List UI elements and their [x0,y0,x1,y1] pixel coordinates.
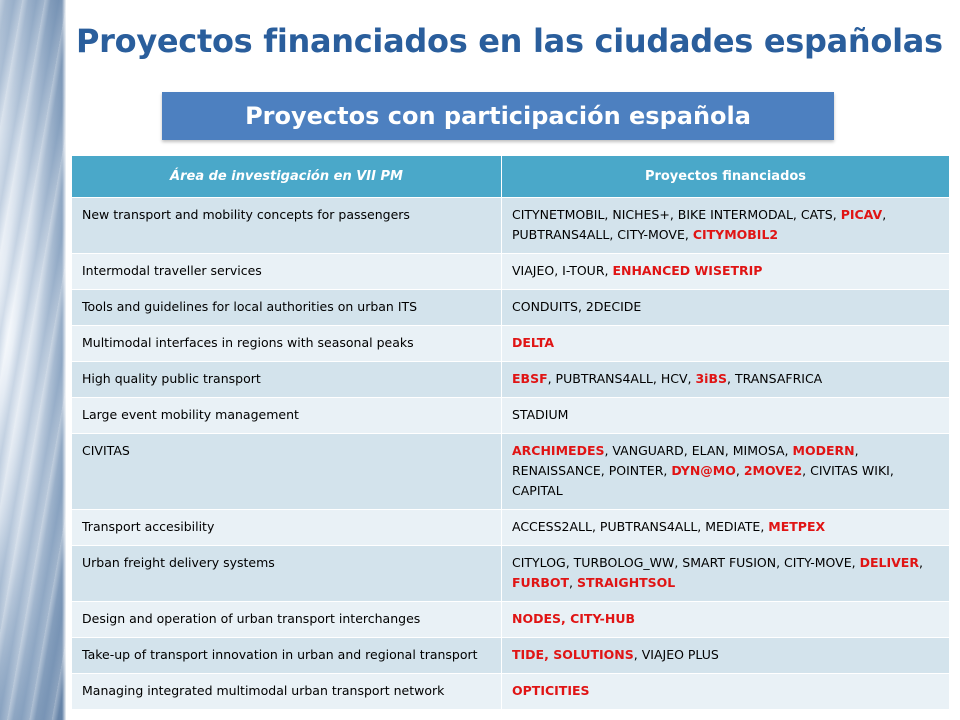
spanish-project-highlight: FURBOT [512,575,569,590]
spanish-project-highlight: ENHANCED WISETRIP [612,263,763,278]
project-text: CITYNETMOBIL, NICHES+, BIKE INTERMODAL, CATS, [512,207,841,222]
spanish-project-highlight: OPTICITIES [512,683,590,698]
page-title: Proyectos financiados en las ciudades españolas [76,22,943,60]
funded-projects-cell [502,546,950,602]
project-text: ACCESS2ALL, PUBTRANS4ALL, MEDIATE, [512,519,769,534]
spanish-project-highlight: TIDE, SOLUTIONS [512,647,634,662]
project-text: VIAJEO, I-TOUR, [512,263,613,278]
spanish-project-highlight: EBSF [512,371,548,386]
table-row [72,602,950,638]
table-row [72,254,950,290]
table-row [72,198,950,254]
funded-projects-cell [502,674,950,710]
spanish-project-highlight: DELIVER [859,555,919,570]
table-row [72,398,950,434]
table-row [72,546,950,602]
project-text: CITYLOG, TURBOLOG_WW, SMART FUSION, CITY-MOVE, [512,555,860,570]
spanish-project-highlight: DYN@MO [671,463,736,478]
funded-projects-cell [502,434,950,510]
research-area-cell: High quality public transport [72,362,502,398]
funded-projects-cell [502,198,950,254]
table-row [72,362,950,398]
project-text: CONDUITS, 2DECIDE [512,299,642,314]
funded-projects-cell [502,602,950,638]
research-area-cell: Intermodal traveller services [72,254,502,290]
table-row [72,290,950,326]
research-area-cell: Multimodal interfaces in regions with seasonal peaks [72,326,502,362]
project-text: STADIUM [512,407,569,422]
research-area-cell: New transport and mobility concepts for passengers [72,198,502,254]
spanish-project-highlight: DELTA [512,335,555,350]
spanish-project-highlight: ARCHIMEDES [512,443,605,458]
table-row [72,326,950,362]
research-area-cell: Urban freight delivery systems [72,546,502,602]
project-text: , TRANSAFRICA [727,371,823,386]
project-text: , [735,463,744,478]
project-text: , PUBTRANS4ALL, HCV, [547,371,696,386]
spanish-project-highlight: 2MOVE2 [743,463,803,478]
research-area-cell: Large event mobility management [72,398,502,434]
spanish-project-highlight: STRAIGHTSOL [576,575,676,590]
spanish-project-highlight: CITYMOBIL2 [692,227,779,242]
spanish-project-highlight: PICAV [840,207,883,222]
funded-projects-cell [502,254,950,290]
project-text: , RENAISSANCE, POINTER, [512,443,859,478]
projects-table [71,155,950,710]
research-area-cell: Transport accesibility [72,510,502,546]
research-area-cell: Take-up of transport innovation in urban and regional transport [72,638,502,674]
project-text: , [918,555,923,570]
spanish-project-highlight: 3iBS [695,371,727,386]
table-row [72,434,950,510]
spanish-project-highlight: MODERN [792,443,855,458]
header-funded-projects: Proyectos financiados [502,156,950,198]
project-text: , CIVITAS WIKI, CAPITAL [512,463,894,498]
table-body [72,198,950,710]
research-area-cell: Managing integrated multimodal urban transport network [72,674,502,710]
project-text: , VANGUARD, ELAN, MIMOSA, [604,443,793,458]
funded-projects-cell [502,362,950,398]
side-decorative-image [0,0,66,720]
funded-projects-cell [502,398,950,434]
table-header-row [72,156,950,198]
spanish-project-highlight: NODES, CITY-HUB [512,611,635,626]
section-banner: Proyectos con participación española [162,92,834,140]
research-area-cell: Design and operation of urban transport interchanges [72,602,502,638]
funded-projects-cell [502,638,950,674]
table-row [72,674,950,710]
project-text: , PUBTRANS4ALL, CITY-MOVE, [512,207,887,242]
header-research-area: Área de investigación en VII PM [72,156,502,198]
funded-projects-cell [502,326,950,362]
project-text: , VIAJEO PLUS [633,647,719,662]
spanish-project-highlight: METPEX [768,519,826,534]
table-row [72,638,950,674]
research-area-cell: CIVITAS [72,434,502,510]
research-area-cell: Tools and guidelines for local authorities on urban ITS [72,290,502,326]
project-text: , [569,575,577,590]
funded-projects-cell [502,510,950,546]
table-row [72,510,950,546]
funded-projects-cell [502,290,950,326]
